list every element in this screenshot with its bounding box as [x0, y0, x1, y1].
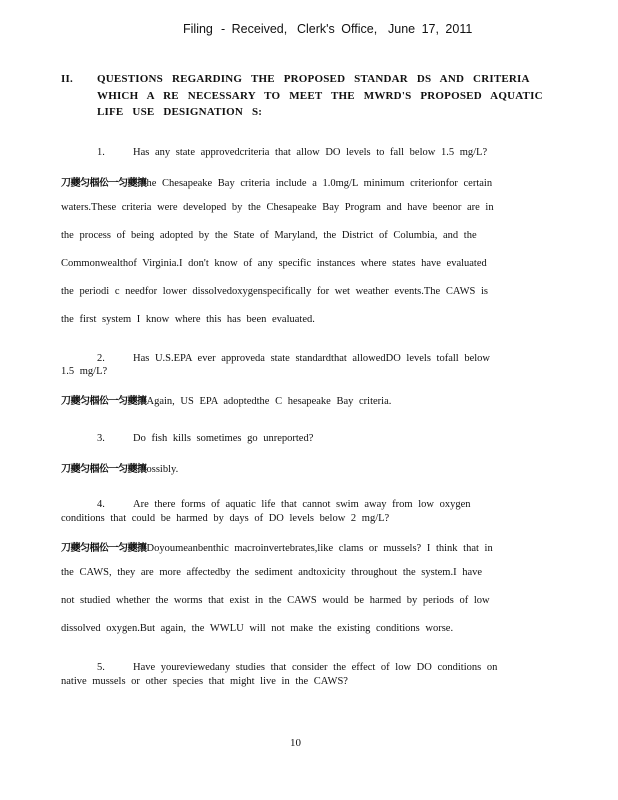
answer-line: not studied whether the worms that exist in the CAWS would be harmed by periods of low — [61, 595, 490, 606]
answer-marker: 刀蘷匀椢伀一匀蘷攘 — [61, 396, 147, 407]
answer-line: the CAWS, they are more affectedby the sediment andtoxicity throughout the system.I have — [61, 567, 483, 578]
header-date: June 17, 2011 — [388, 22, 473, 36]
question-number: 5. — [97, 662, 105, 673]
answer-line: dissolved oxygen.But again, the WWLU will not make the existing conditions worse. — [61, 623, 454, 634]
section-number: II. — [61, 73, 73, 85]
answer-marker: 刀蘷匀椢伀一匀蘷攘 — [61, 464, 147, 475]
section-heading-line: WHICH A RE NECESSARY TO MEET THE MWRD'S PROPOSED AQUATIC — [97, 90, 543, 102]
answer-line: 刀蘷匀椢伀一匀蘷攘Again, US EPA adoptedthe C hesapeake Bay criteria. — [61, 396, 392, 407]
section-heading-line: LIFE USE DESIGNATION S: — [97, 106, 263, 118]
question-text: Has any state approvedcriteria that allow DO levels to fall below 1.5 mg/L? — [133, 147, 488, 158]
question-number: 4. — [97, 499, 105, 510]
answer-marker: 刀蘷匀椢伀一匀蘷攘 — [61, 178, 147, 189]
answer-line: the first system I know where this has been evaluated. — [61, 314, 315, 325]
answer-line: Commonwealthof Virginia.I don't know of any specific instances where states have evaluated — [61, 258, 487, 269]
header-received: - Received, — [221, 22, 288, 36]
answer-line: 刀蘷匀椢伀一匀蘷攘he Chesapeake Bay criteria include a 1.0mg/L minimum criterionfor certain — [61, 178, 493, 189]
question-text: Do fish kills sometimes go unreported? — [133, 433, 314, 444]
question-text: 1.5 mg/L? — [61, 366, 108, 377]
question-number: 3. — [97, 433, 105, 444]
answer-line: the process of being adopted by the State of Maryland, the District of Columbia, and the — [61, 230, 477, 241]
question-text: Have youreviewedany studies that consider the effect of low DO conditions on — [133, 662, 498, 673]
answer-line: waters.These criteria were developed by the Chesapeake Bay Program and have beenor are in — [61, 202, 494, 213]
question-text: native mussels or other species that might live in the CAWS? — [61, 676, 348, 687]
answer-line: 刀蘷匀椢伀一匀蘷攘Doyoumeanbenthic macroinvertebrates,like clams or mussels? I think that in — [61, 543, 493, 554]
question-text: Has U.S.EPA ever approveda state standardthat allowedDO levels tofall below — [133, 353, 490, 364]
header-office: Clerk's Office, — [297, 22, 378, 36]
question-number: 2. — [97, 353, 105, 364]
answer-marker: 刀蘷匀椢伀一匀蘷攘 — [61, 543, 147, 554]
question-number: 1. — [97, 147, 105, 158]
question-text: conditions that could be harmed by days of DO levels below 2 mg/L? — [61, 513, 390, 524]
answer-line: the periodi c needfor lower dissolvedoxygenspecifically for wet weather events.The CAWS is — [61, 286, 488, 297]
page-number: 10 — [290, 737, 301, 749]
question-text: Are there forms of aquatic life that cannot swim away from low oxygen — [133, 499, 471, 510]
section-heading-line: QUESTIONS REGARDING THE PROPOSED STANDAR DS AND CRITERIA — [97, 73, 530, 85]
header-filing: Filing — [183, 22, 213, 36]
answer-line: 刀蘷匀椢伀一匀蘷攘ossibly. — [61, 464, 179, 475]
